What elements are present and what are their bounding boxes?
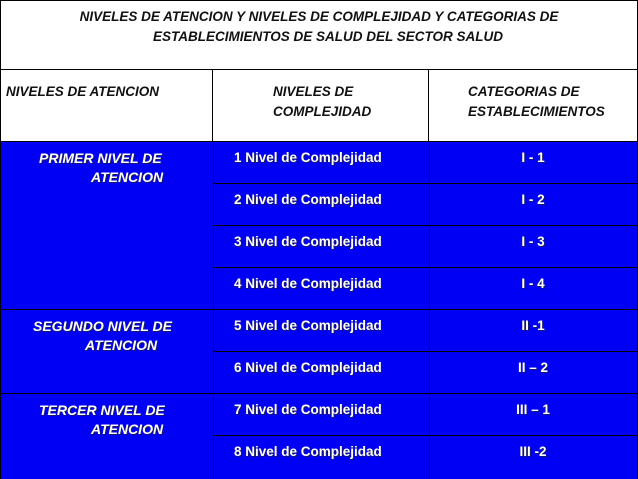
- level-label-line-1: SEGUNDO NIVEL DE: [33, 318, 172, 334]
- category-cell: III – 1: [516, 402, 550, 417]
- table-row: [213, 184, 637, 226]
- title-line-1: NIVELES DE ATENCION Y NIVELES DE COMPLEJIDAD Y CATEGORIAS DE: [79, 9, 559, 24]
- title-box: [1, 1, 637, 70]
- table-row: [213, 352, 637, 394]
- header-niveles-complejidad: [213, 70, 429, 141]
- level-label-line-2: ATENCION: [85, 337, 158, 353]
- category-cell: I - 4: [521, 276, 545, 291]
- category-cell: III -2: [519, 444, 547, 459]
- table-row: [213, 310, 637, 352]
- level-label-line-2: ATENCION: [91, 421, 164, 437]
- category-cell: I - 1: [521, 150, 545, 165]
- complexity-cell: 3 Nivel de Complejidad: [234, 234, 382, 249]
- level-label-line-1: PRIMER NIVEL DE: [39, 150, 162, 166]
- category-cell: II – 2: [517, 360, 549, 375]
- header-categorias-line-1: CATEGORIAS DE: [468, 84, 580, 99]
- complexity-cell: 2 Nivel de Complejidad: [234, 192, 382, 207]
- level-label-line-2: ATENCION: [91, 169, 164, 185]
- level-label-line-1: TERCER NIVEL DE: [39, 402, 165, 418]
- header-categorias-line-2: ESTABLECIMIENTOS: [468, 104, 605, 119]
- category-cell: I - 2: [521, 192, 545, 207]
- header-complejidad-line-1: NIVELES DE: [273, 84, 354, 99]
- complexity-cell: 5 Nivel de Complejidad: [234, 318, 382, 333]
- header-niveles-atencion: [1, 70, 213, 141]
- table-row: [213, 226, 637, 268]
- table-row: [213, 268, 637, 310]
- category-cell: II -1: [521, 318, 545, 333]
- table-header-row: [1, 70, 637, 142]
- header-complejidad-line-2: COMPLEJIDAD: [273, 104, 372, 119]
- complexity-cell: 6 Nivel de Complejidad: [234, 360, 382, 375]
- level-tercer-nivel: [1, 401, 213, 439]
- header-categorias: [429, 70, 637, 141]
- level-primer-nivel: [1, 149, 213, 187]
- table-row: [213, 436, 637, 478]
- category-cell: I - 3: [521, 234, 545, 249]
- complexity-cell: 4 Nivel de Complejidad: [234, 276, 382, 291]
- table-row: [213, 142, 637, 184]
- complexity-cell: 1 Nivel de Complejidad: [234, 150, 382, 165]
- header-niveles-atencion-label: NIVELES DE ATENCION: [6, 84, 160, 99]
- complexity-cell: 7 Nivel de Complejidad: [234, 402, 382, 417]
- complexity-cell: 8 Nivel de Complejidad: [234, 444, 382, 459]
- table-row: [213, 394, 637, 436]
- level-segundo-nivel: [1, 317, 213, 355]
- table-body: [1, 142, 637, 479]
- title-line-2: ESTABLECIMIENTOS DE SALUD DEL SECTOR SALUD: [152, 29, 504, 44]
